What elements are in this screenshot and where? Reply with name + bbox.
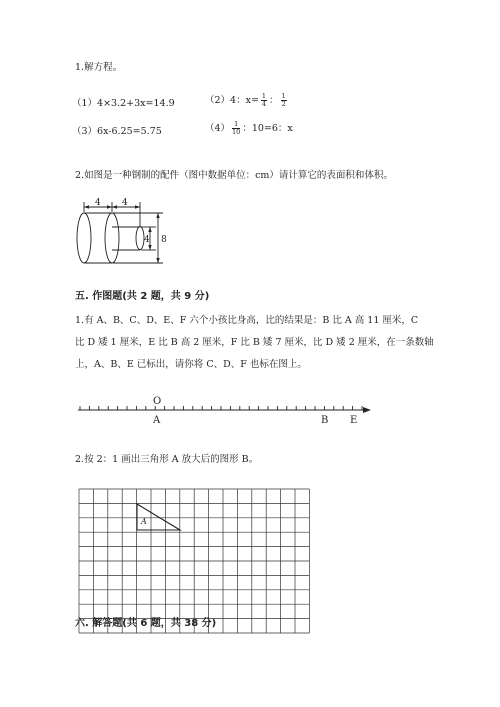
triangle-label: A: [141, 517, 147, 526]
section-6-heading: 六. 解答题(共 6 题，共 38 分): [75, 618, 217, 629]
q2-title: 2.如图是一种钢制的配件（图中数据单位：cm）请计算它的表面积和体积。: [75, 170, 393, 181]
equation-2-separator: ：: [269, 95, 279, 106]
dimension-label-b: 4: [122, 198, 128, 208]
fraction-numerator: 1: [232, 121, 240, 129]
equation-4-suffix: ：10=6：x: [242, 123, 293, 134]
q5-1-line-3: 上，A、B、E 已标出，请你将 C、D、F 也标在图上。: [75, 359, 307, 370]
equation-1: （1）4×3.2+3x=14.9: [72, 98, 175, 109]
equation-3: （3）6x-6.25=5.75: [72, 126, 162, 137]
q1-title: 1.解方程。: [75, 62, 123, 73]
q5-1-line-2: 比 D 矮 1 厘米，E 比 B 高 2 厘米，F 比 B 矮 7 厘米，比 D 矮 2 厘米，在一条数轴: [75, 337, 434, 348]
fraction-denominator: 2: [281, 100, 286, 108]
dimension-label-a: 4: [95, 198, 101, 208]
fraction-denominator: 10: [232, 128, 241, 136]
q5-2-line: 2.按 2：1 画出三角形 A 放大后的图形 B。: [75, 454, 259, 465]
equation-2-prefix: （2）4：x=: [205, 95, 259, 106]
dimension-label-c: 4: [144, 235, 150, 245]
axis-label-e: E: [350, 415, 358, 426]
section-5-heading: 五. 作图题(共 2 题，共 9 分): [75, 291, 210, 302]
fraction-denominator: 4: [261, 100, 267, 108]
q5-1-line-1: 1.有 A、B、C、D、E、F 六个小孩比身高，比的结果是：B 比 A 高 11 厘米，C: [75, 315, 419, 326]
fraction-numerator: 1: [261, 92, 267, 100]
dimension-label-d: 8: [161, 235, 167, 245]
axis-label-a: A: [153, 415, 161, 426]
axis-label-b: B: [321, 415, 329, 426]
equation-4-prefix: （4）: [205, 123, 231, 134]
fraction-numerator: 1: [281, 92, 286, 100]
axis-label-o: O: [153, 396, 162, 407]
